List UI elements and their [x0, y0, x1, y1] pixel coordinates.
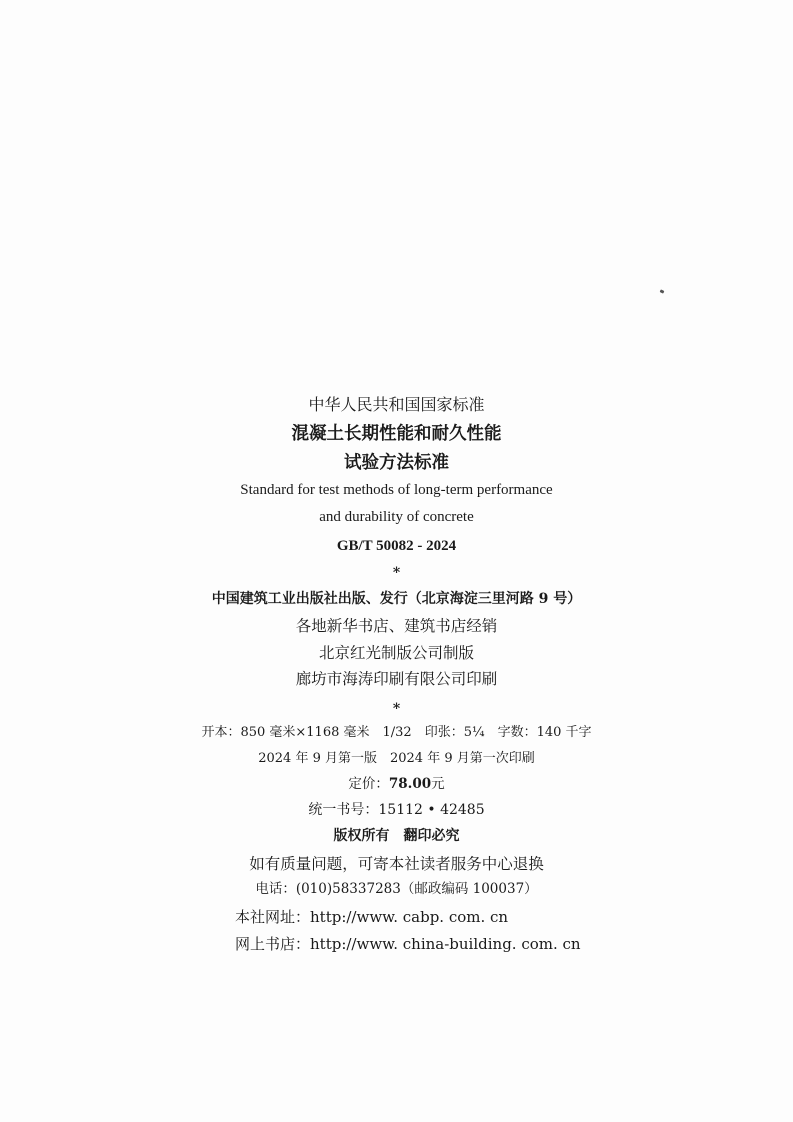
phone-line: 电话：(010)58337283（邮政编码 100037）	[255, 881, 538, 897]
unified-book-number: 统一书号：15112 • 42485	[308, 802, 485, 818]
distributor-line: 各地新华书店、建筑书店经销	[295, 617, 498, 635]
price-unit: 元	[431, 776, 445, 792]
plate-maker-line: 北京红光制版公司制版	[318, 644, 474, 662]
price-line	[0, 778, 793, 792]
printer-line: 廊坊市海涛印刷有限公司印刷	[295, 670, 498, 688]
edition-line: 2024 年 9 月第一版 2024 年 9 月第一次印刷	[258, 751, 535, 766]
title-line-1: 混凝土长期性能和耐久性能	[291, 424, 502, 444]
price-value: 78.00	[388, 776, 432, 792]
standard-series: 中华人民共和国国家标准	[308, 395, 485, 414]
separator-star-1: *	[392, 565, 401, 581]
copyright-notice: 版权所有 翻印必究	[333, 828, 460, 844]
website-line: 本社网址：http://www. cabp. com. cn	[235, 908, 509, 926]
quality-notice: 如有质量问题，可寄本社读者服务中心退换	[249, 855, 544, 873]
standard-code: GB/T 50082 - 2024	[336, 538, 457, 554]
scan-speck	[660, 289, 665, 293]
separator-star-2: *	[392, 701, 401, 717]
title-line-2: 试验方法标准	[344, 453, 449, 473]
english-title-line-2: and durability of concrete	[319, 509, 474, 525]
price-label: 定价：	[348, 776, 389, 792]
english-title-line-1: Standard for test methods of long-term performance	[240, 482, 553, 498]
online-store-line: 网上书店：http://www. china-building. com. cn	[235, 935, 581, 953]
publisher-line: 中国建筑工业出版社出版、发行（北京海淀三里河路 9 号）	[211, 591, 582, 607]
format-specs: 开本：850 毫米×1168 毫米 1/32 印张：5¼ 字数：140 千字	[201, 725, 592, 740]
